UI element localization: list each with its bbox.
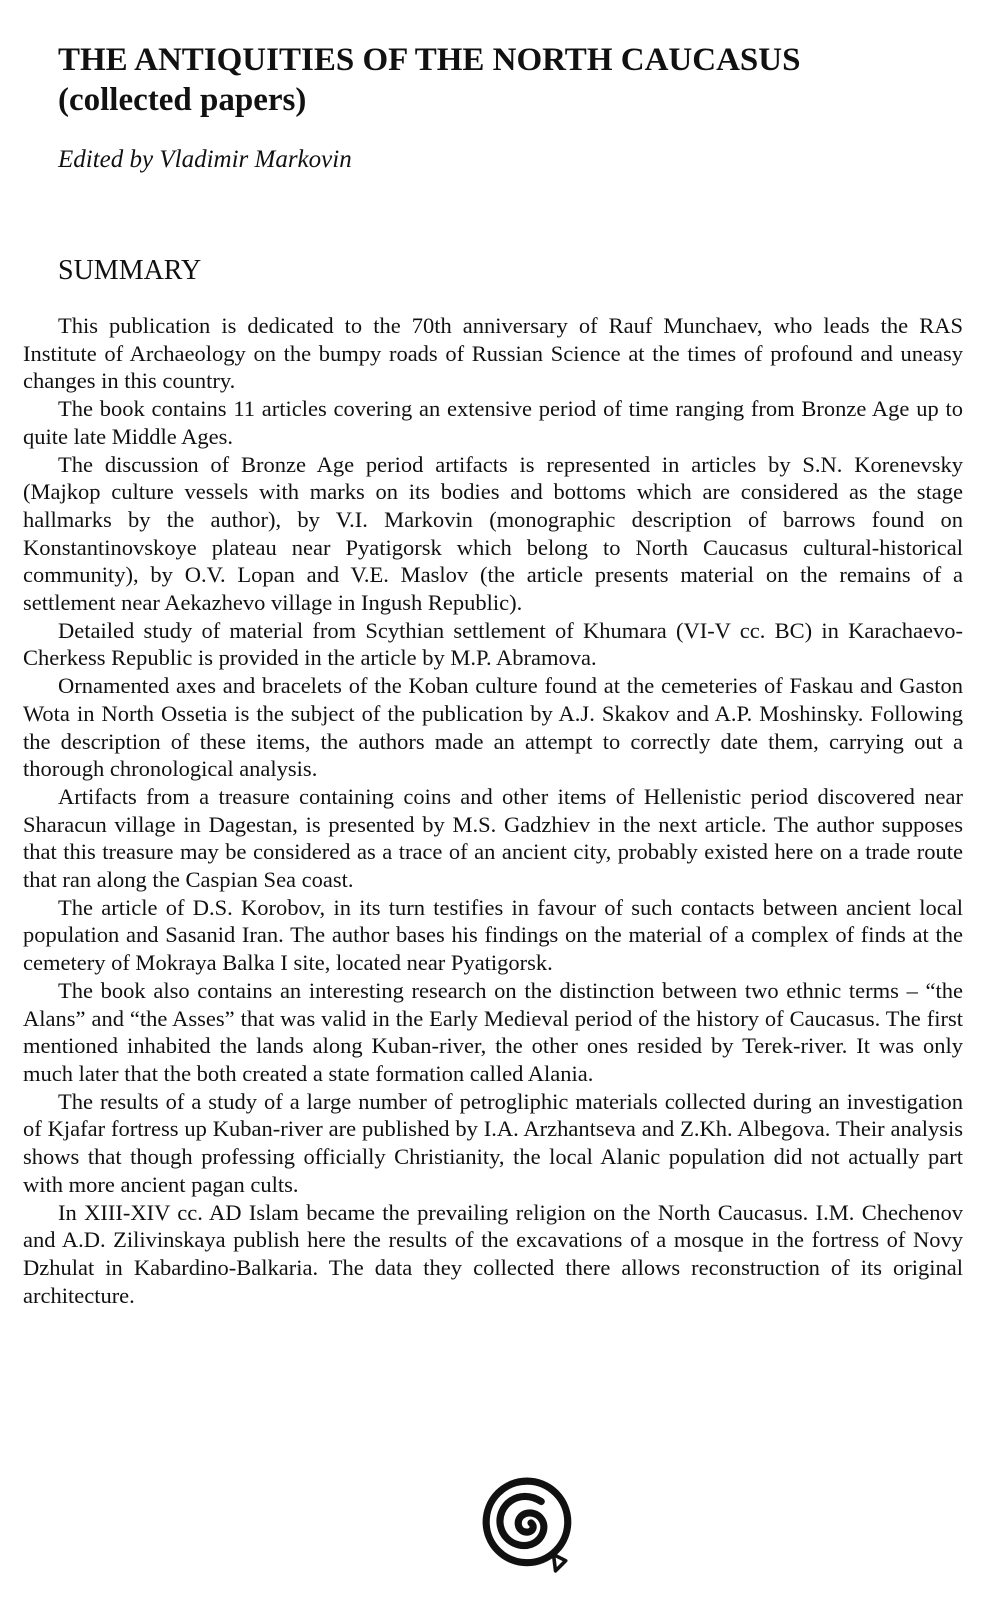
- summary-paragraph: In XIII-XIV cc. AD Islam became the prevailing religion on the North Caucasus. I.M. Chechenov and A.D. Zilivinskaya publish here the results of the excavations of a mosque in the fortress of Novy Dzhulat in Kabardino-Balkaria. The data they collected there allows reconstruction of its original architecture.: [23, 1199, 963, 1308]
- summary-paragraph: Artifacts from a treasure containing coins and other items of Hellenistic period discovered near Sharacun village in Dagestan, is presented by M.S. Gadzhiev in the next article. The author supposes that this treasure may be considered as a trace of an ancient city, probably existed here on a trade route that ran along the Caspian Sea coast.: [23, 783, 963, 893]
- summary-paragraph: The book contains 11 articles covering an extensive period of time ranging from Bronze Age up to quite late Middle Ages.: [23, 396, 963, 449]
- spiral-emblem-icon: [478, 1475, 580, 1577]
- summary-body: [23, 312, 963, 1309]
- summary-paragraph: Ornamented axes and bracelets of the Koban culture found at the cemeteries of Faskau and Gaston Wota in North Ossetia is the subject of the publication by A.J. Skakov and A.P. Moshinsky. Following the description of these items, the authors made an attempt to correctly date them, carrying out a thorough chronological analysis.: [23, 673, 963, 782]
- summary-paragraph: The book also contains an interesting research on the distinction between two ethnic terms – “the Alans” and “the Asses” that was valid in the Early Medieval period of the history of Caucasus. The first mentioned inhabited the lands along Kuban-river, the other ones resided by Terek-river. It was only much later that the both created a state formation called Alania.: [23, 977, 963, 1086]
- document-title: [58, 40, 800, 120]
- summary-paragraph: The discussion of Bronze Age period artifacts is represented in articles by S.N. Korenevsky (Majkop culture vessels with marks on its bodies and bottoms which are considered as the stage hallmarks by the author), by V.I. Markovin (monographic description of barrows found on Konstantinovskoye plateau near Pyatigorsk which belong to North Caucasus cultural-historical community), by O.V. Lopan and V.E. Maslov (the article presents material on the remains of a settlement near Aekazhevo village in Ingush Republic).: [23, 451, 963, 616]
- summary-paragraph: This publication is dedicated to the 70th anniversary of Rauf Munchaev, who leads the RAS Institute of Archaeology on the bumpy roads of Russian Science at the times of profound and uneasy changes in this country.: [23, 313, 963, 394]
- summary-heading: SUMMARY: [58, 255, 202, 286]
- summary-paragraph: The results of a study of a large number of petrogliphic materials collected during an investigation of Kjafar fortress up Kuban-river are published by I.A. Arzhantseva and Z.Kh. Albegova. Their analysis shows that though professing officially Christianity, the local Alanic population did not actually part with more ancient pagan cults.: [23, 1088, 963, 1197]
- title-line-2: (collected papers): [58, 82, 307, 118]
- title-line-1: THE ANTIQUITIES OF THE NORTH CAUCASUS: [58, 42, 801, 78]
- summary-paragraph: Detailed study of material from Scythian settlement of Khumara (VI-V cc. BC) in Karachaevo-Cherkess Republic is provided in the article by M.P. Abramova.: [23, 617, 963, 671]
- editor-credit: Edited by Vladimir Markovin: [58, 146, 352, 173]
- summary-paragraph: The article of D.S. Korobov, in its turn testifies in favour of such contacts between ancient local population and Sasanid Iran. The author bases his findings on the material of a complex of finds at the cemetery of Mokraya Balka I site, located near Pyatigorsk.: [23, 894, 963, 976]
